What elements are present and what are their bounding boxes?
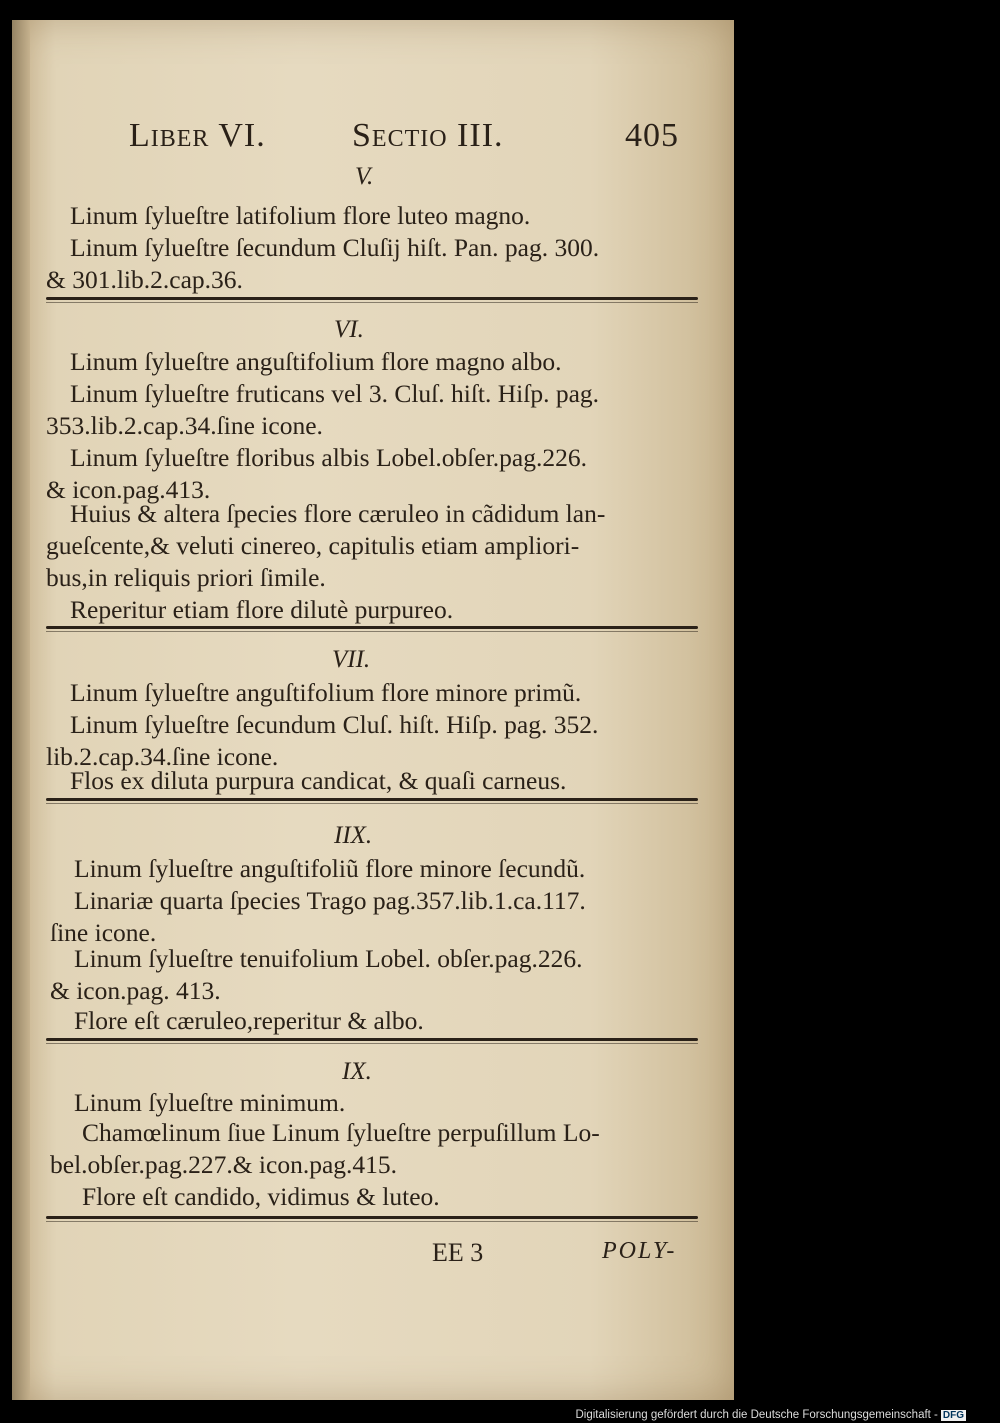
- signature-mark: EE 3: [432, 1238, 484, 1267]
- text-line: Linariæ quarta ſpecies Trago pag.357.lib.1.ca.117.: [74, 886, 586, 915]
- text-line: Huius & altera ſpecies flore cæruleo in cãdidum lan-: [70, 499, 606, 528]
- text-line: & 301.lib.2.cap.36.: [46, 265, 243, 294]
- text-line: Linum ſylueſtre anguſtifolium flore minore primũ.: [70, 678, 582, 707]
- section-number-ix: IX.: [342, 1058, 372, 1085]
- running-head-liber: Liber VI.: [129, 117, 266, 154]
- text-line: Linum ſylueſtre anguſtifoliũ flore minore ſecundũ.: [74, 854, 586, 883]
- dfg-logo: DFG: [942, 1410, 964, 1421]
- catchword: POLY-: [602, 1238, 677, 1264]
- book-page: [12, 20, 734, 1400]
- section-number-vii: VII.: [332, 646, 371, 673]
- text-line: gueſcente,& veluti cinereo, capitulis etiam ampliori-: [46, 531, 580, 560]
- page-spine-shadow: [12, 20, 30, 1400]
- running-head-sectio: Sectio III.: [352, 117, 504, 154]
- text-line: Linum ſylueſtre ſecundum Cluſij hiſt. Pan. pag. 300.: [70, 233, 600, 262]
- text-line: & icon.pag.413.: [46, 475, 211, 504]
- text-line: Chamœlinum ſiue Linum ſylueſtre perpuſillum Lo-: [82, 1118, 600, 1147]
- section-number-vi: VI.: [334, 316, 364, 343]
- text-line: Linum ſylueſtre ſecundum Cluſ. hiſt. Hiſp. pag. 352.: [70, 710, 599, 739]
- text-line: bus,in reliquis priori ſimile.: [46, 563, 326, 592]
- credit-text: Digitalisierung gefördert durch die Deutsche Forschungsgemeinschaft -: [575, 1409, 938, 1421]
- page-number: 405: [625, 117, 679, 154]
- text-line: Flos ex diluta purpura candicat, & quaſi carneus.: [70, 766, 567, 795]
- section-rule: [46, 1038, 698, 1041]
- section-number-v: V.: [355, 163, 374, 190]
- text-line: 353.lib.2.cap.34.ſine icone.: [46, 411, 323, 440]
- section-rule: [46, 798, 698, 801]
- text-line: ſine icone.: [50, 918, 157, 947]
- text-line: bel.obſer.pag.227.& icon.pag.415.: [50, 1150, 398, 1179]
- text-line: Linum ſylueſtre floribus albis Lobel.obſer.pag.226.: [70, 443, 587, 472]
- text-line: Reperitur etiam flore dilutè purpureo.: [70, 595, 454, 624]
- section-rule: [46, 297, 698, 300]
- text-line: lib.2.cap.34.ſine icone.: [46, 742, 279, 771]
- section-number-iix: IIX.: [334, 822, 373, 849]
- text-line: Flore eſt candido, vidimus & luteo.: [82, 1182, 440, 1211]
- text-line: Flore eſt cæruleo,reperitur & albo.: [74, 1006, 424, 1035]
- digitization-credit: [575, 1409, 966, 1421]
- text-line: Linum ſylueſtre fruticans vel 3. Cluſ. hiſt. Hiſp. pag.: [70, 379, 600, 408]
- section-rule: [46, 626, 698, 629]
- text-line: Linum ſylueſtre minimum.: [74, 1088, 346, 1117]
- text-line: Linum ſylueſtre latifolium flore luteo magno.: [70, 201, 531, 230]
- text-line: & icon.pag. 413.: [50, 976, 221, 1005]
- text-line: Linum ſylueſtre anguſtifolium flore magno albo.: [70, 347, 562, 376]
- section-rule: [46, 1216, 698, 1219]
- text-line: Linum ſylueſtre tenuifolium Lobel. obſer.pag.226.: [74, 944, 583, 973]
